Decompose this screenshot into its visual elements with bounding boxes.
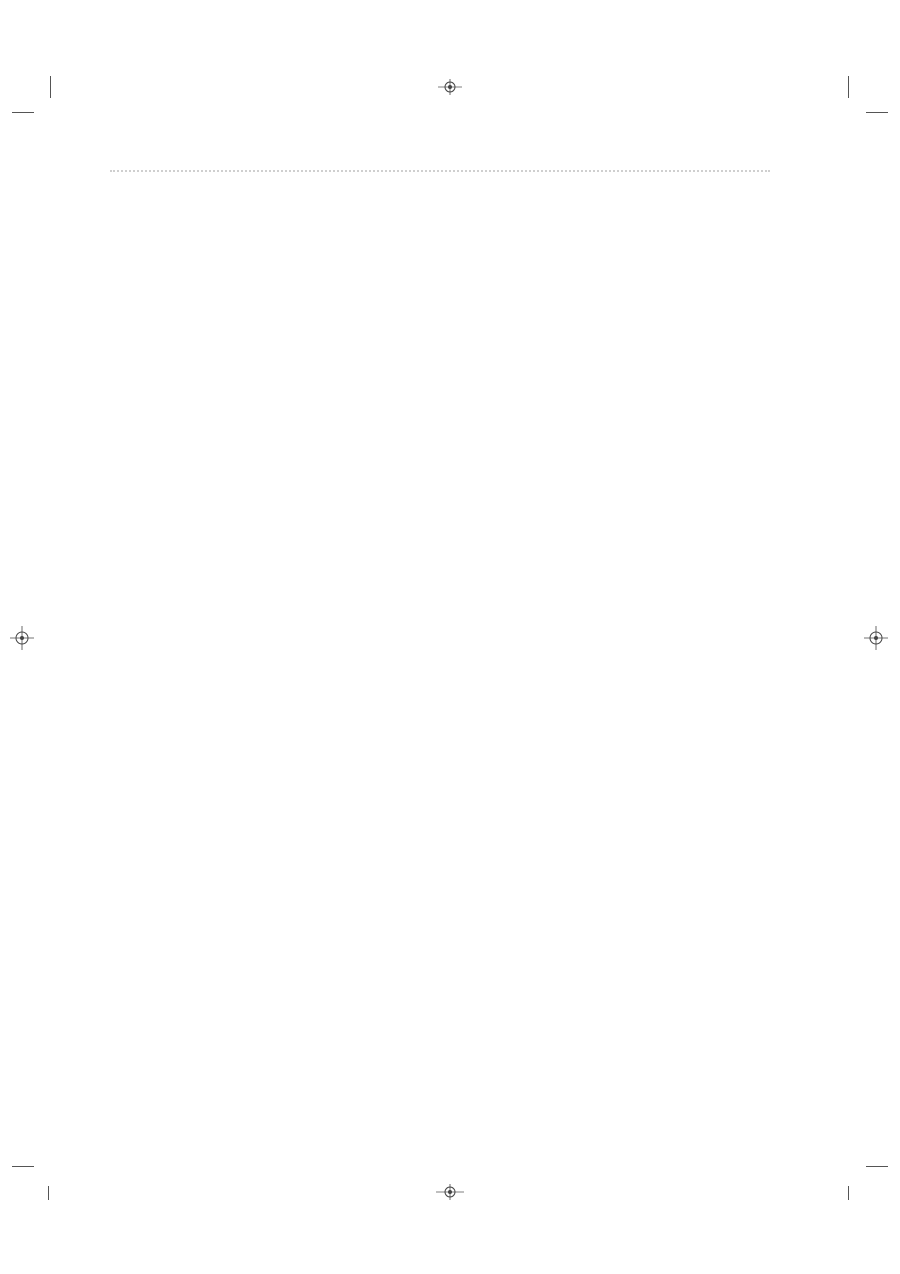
registration-mark-top: [438, 78, 462, 101]
music-staff: [110, 334, 770, 394]
crop-mark: [12, 1166, 34, 1167]
music-staff: [110, 691, 770, 751]
crop-mark: [48, 1186, 49, 1200]
crop-mark: [866, 112, 888, 113]
music-staff: [110, 508, 770, 568]
crop-mark: [848, 1186, 849, 1200]
music-staff: [110, 954, 770, 1014]
crop-mark: [12, 112, 34, 113]
registration-mark-right: [864, 626, 888, 655]
music-staff: [110, 866, 770, 926]
music-staff: [110, 421, 770, 481]
header-rule: [110, 170, 770, 172]
crop-mark: [848, 76, 849, 98]
music-staff: [110, 779, 770, 839]
crop-mark: [50, 76, 51, 98]
registration-mark-bottom: [436, 1182, 464, 1207]
crop-mark: [866, 1166, 888, 1167]
registration-mark-left: [10, 626, 34, 655]
